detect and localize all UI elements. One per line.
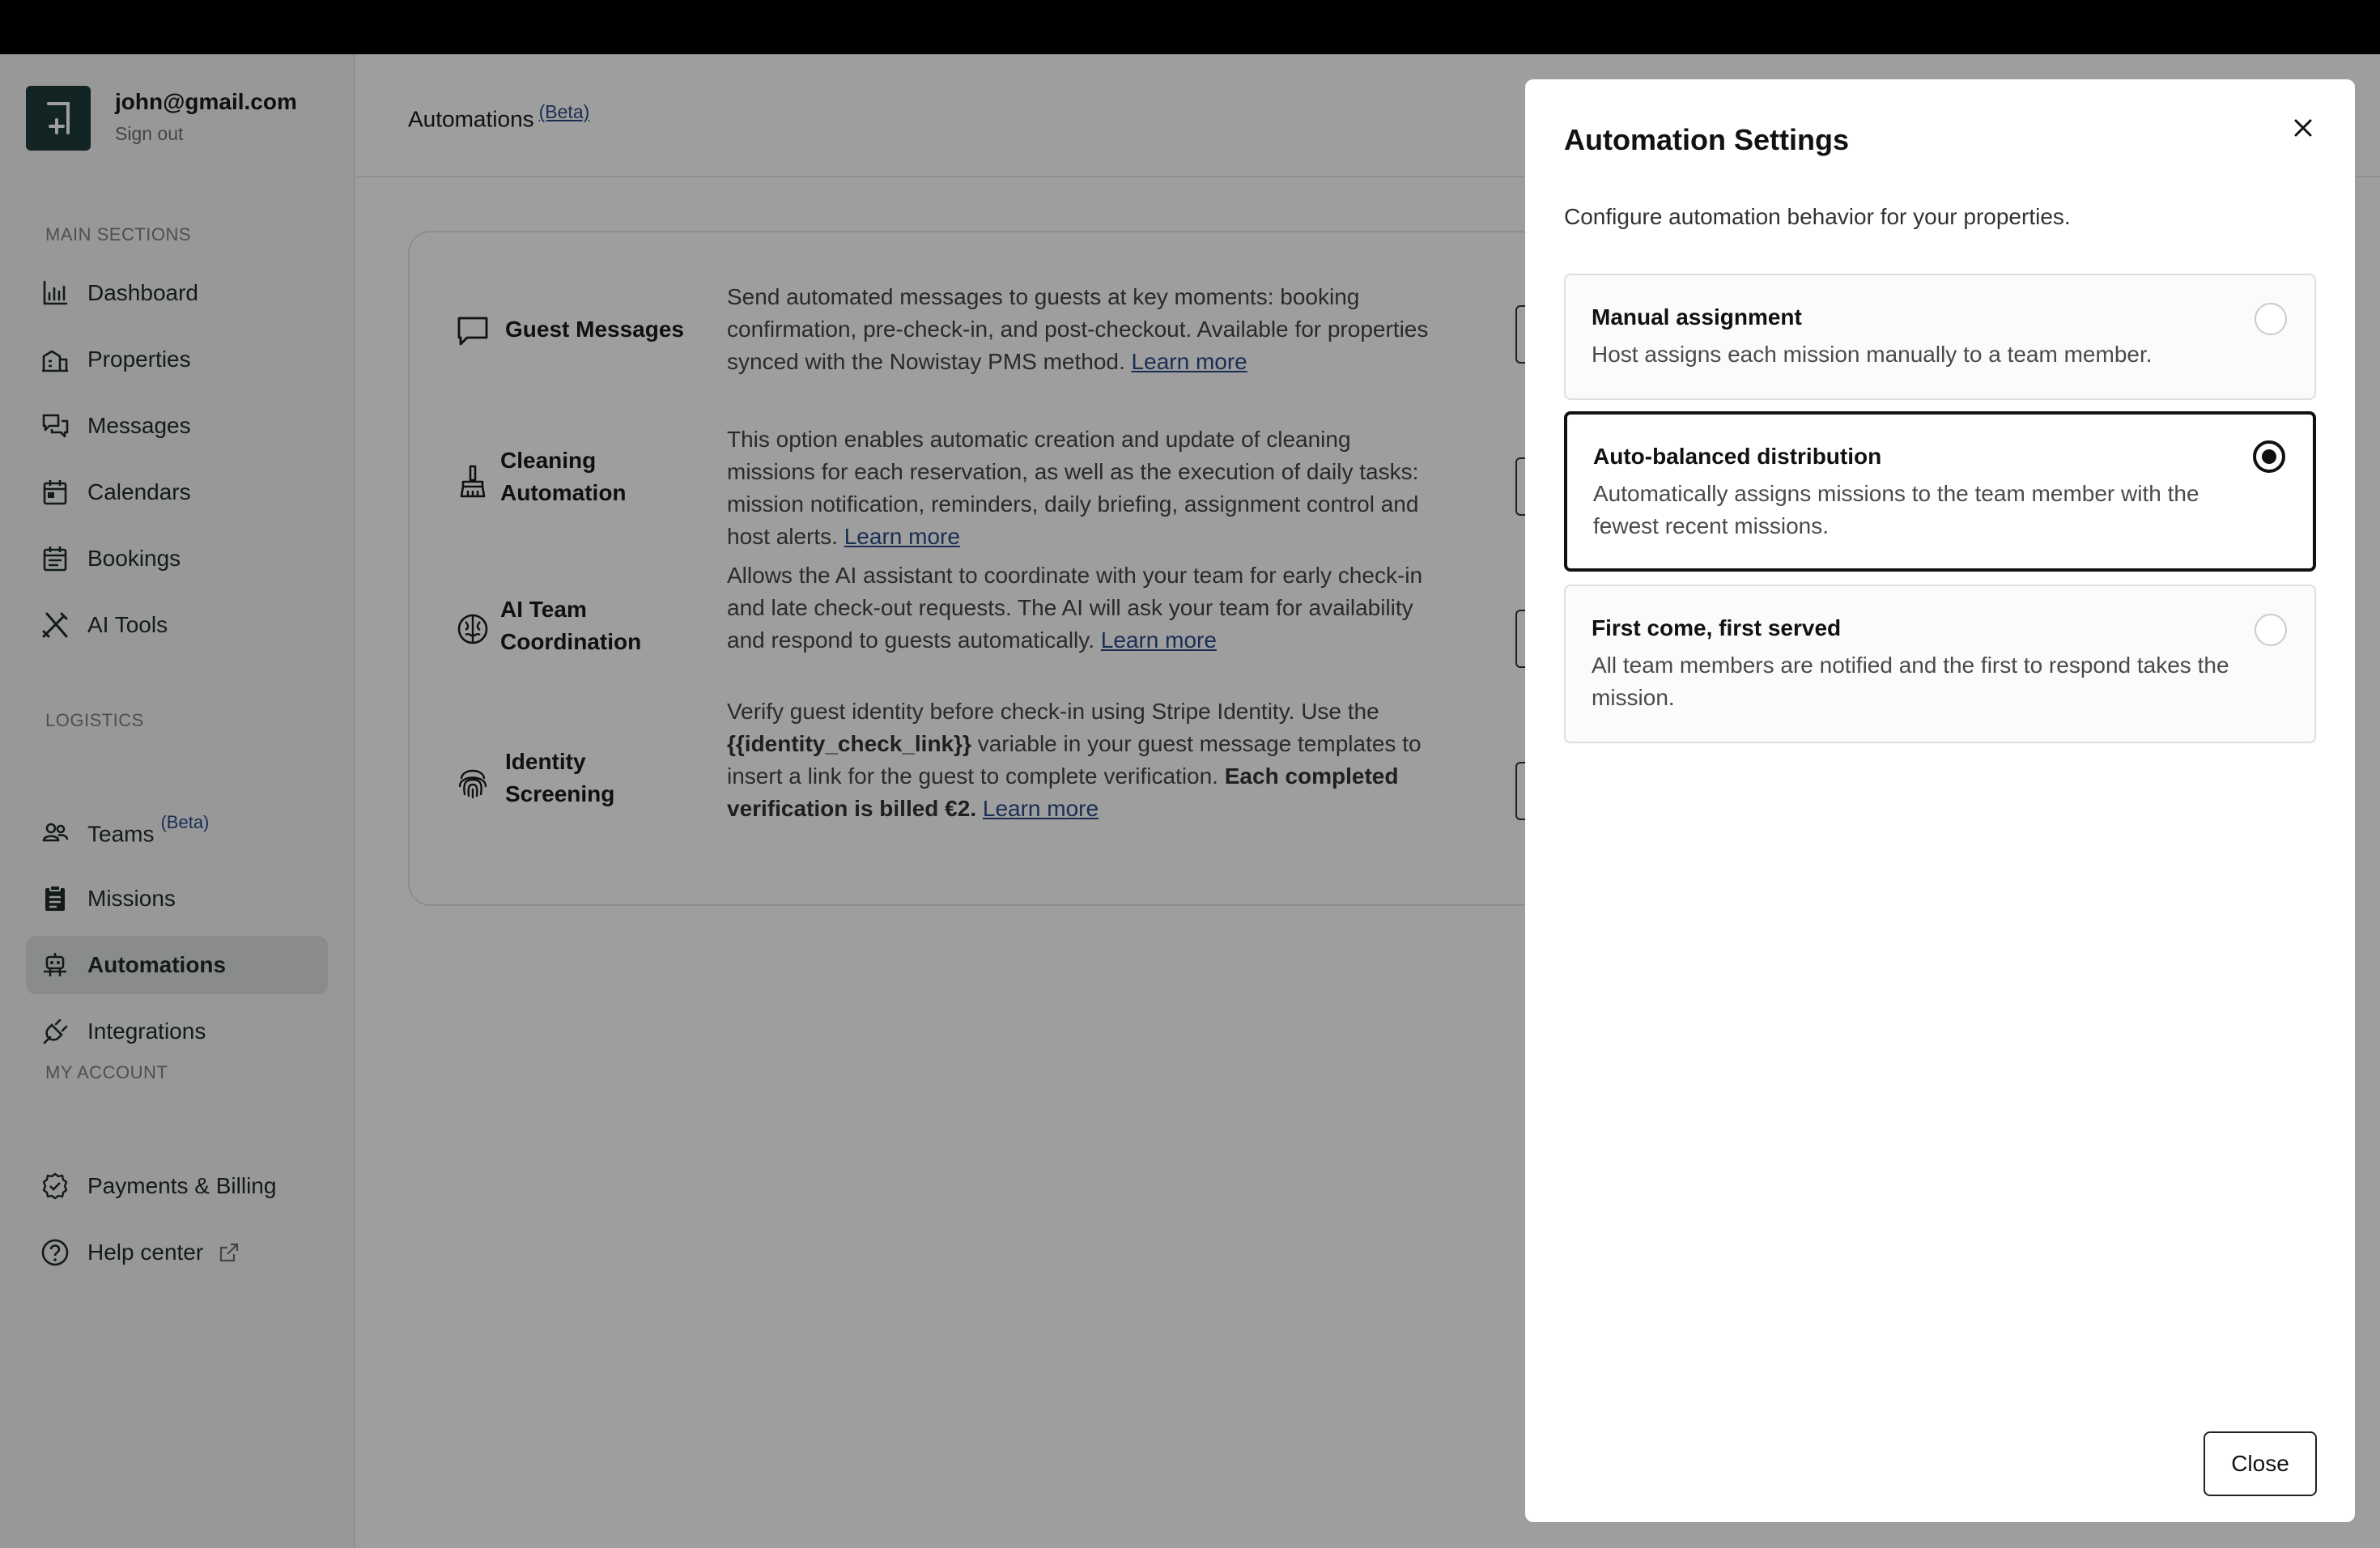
sidebar-item-label: AI Tools bbox=[87, 612, 168, 637]
learn-more-link[interactable]: Learn more bbox=[1100, 627, 1217, 653]
close-button[interactable]: Close bbox=[2204, 1431, 2317, 1496]
sidebar-item-label: Dashboard bbox=[87, 280, 198, 305]
automation-settings-modal bbox=[1525, 79, 2355, 1522]
option-title: Manual assignment bbox=[1592, 304, 1802, 330]
radio-manual-assignment[interactable] bbox=[2255, 303, 2287, 335]
sidebar-item-label: Automations bbox=[87, 952, 227, 977]
sidebar-item-label: Messages bbox=[87, 413, 191, 438]
automation-description: Verify guest identity before check-in using Stripe Identity. Use the {{identity_check_link}} variable in your guest message templates to insert a link for the guest to complete verification. Each completed verification is billed €2. Learn more bbox=[727, 699, 1422, 821]
option-manual-assignment[interactable] bbox=[1564, 274, 2316, 400]
radio-first-come[interactable] bbox=[2255, 614, 2287, 646]
section-label-main: MAIN SECTIONS bbox=[45, 224, 192, 245]
radio-auto-balanced[interactable] bbox=[2253, 440, 2285, 473]
option-description: Host assigns each mission manually to a team member. bbox=[1592, 342, 2153, 367]
sidebar-item-label: Integrations bbox=[87, 1019, 206, 1044]
automation-title: Guest Messages bbox=[505, 317, 684, 342]
close-icon[interactable] bbox=[2282, 107, 2324, 149]
automation-description: Allows the AI assistant to coordinate with your team for early check-in and late check-out requests. The AI will ask your team for availability and respond to guests automatically. Learn more bbox=[727, 563, 1423, 653]
option-description: All team members are notified and the first to respond takes the mission. bbox=[1592, 653, 2229, 710]
option-title: Auto-balanced distribution bbox=[1593, 444, 1882, 469]
sidebar-item-label: Teams $^{(Beta)}$ bbox=[87, 812, 210, 847]
beta-badge: (Beta) bbox=[538, 101, 590, 122]
modal-title: Automation Settings bbox=[1564, 123, 1849, 156]
sidebar-item-label: Missions bbox=[87, 886, 176, 911]
page-title: Automations $^{(Beta)}$ bbox=[408, 101, 590, 132]
account-email: john@gmail.com bbox=[115, 89, 297, 114]
automation-description: Send automated messages to guests at key moments: booking confirmation, pre-check-in, and post-checkout. Available for properties synced with the Nowistay PMS method. Learn more bbox=[727, 284, 1429, 374]
section-label-account: MY ACCOUNT bbox=[45, 1062, 168, 1082]
automation-title: Cleaning Automation bbox=[500, 448, 627, 505]
template-variable: {{identity_check_link}} bbox=[727, 731, 971, 756]
beta-badge: (Beta) bbox=[160, 812, 210, 833]
sidebar-item-label: Help center bbox=[87, 1240, 204, 1265]
learn-more-link[interactable]: Learn more bbox=[844, 524, 960, 549]
automation-description: This option enables automatic creation and update of cleaning missions for each reservation, as well as the execution of daily tasks: mission notification, reminders, daily briefing, assignment control and host alerts. Learn more bbox=[727, 427, 1419, 549]
learn-more-link[interactable]: Learn more bbox=[982, 796, 1099, 821]
modal-subtitle: Configure automation behavior for your properties. bbox=[1564, 204, 2071, 229]
option-first-come[interactable] bbox=[1564, 585, 2316, 743]
option-title: First come, first served bbox=[1592, 615, 1842, 640]
automation-title: AI Team Coordination bbox=[500, 597, 642, 654]
sidebar-item-label: Payments & Billing bbox=[87, 1173, 277, 1198]
option-description: Automatically assigns missions to the team member with the fewest recent missions. bbox=[1593, 481, 2199, 538]
automation-title: Identity Screening bbox=[505, 749, 615, 806]
section-label-logistics: LOGISTICS bbox=[45, 710, 144, 730]
sidebar-item-label: Calendars bbox=[87, 479, 191, 504]
option-auto-balanced[interactable] bbox=[1564, 411, 2316, 572]
sign-out-link[interactable]: Sign out bbox=[115, 123, 184, 144]
sidebar-item-label: Properties bbox=[87, 347, 191, 372]
learn-more-link[interactable]: Learn more bbox=[1131, 349, 1247, 374]
sidebar-item-label: Bookings bbox=[87, 546, 181, 571]
top-black-bar bbox=[0, 0, 2380, 54]
